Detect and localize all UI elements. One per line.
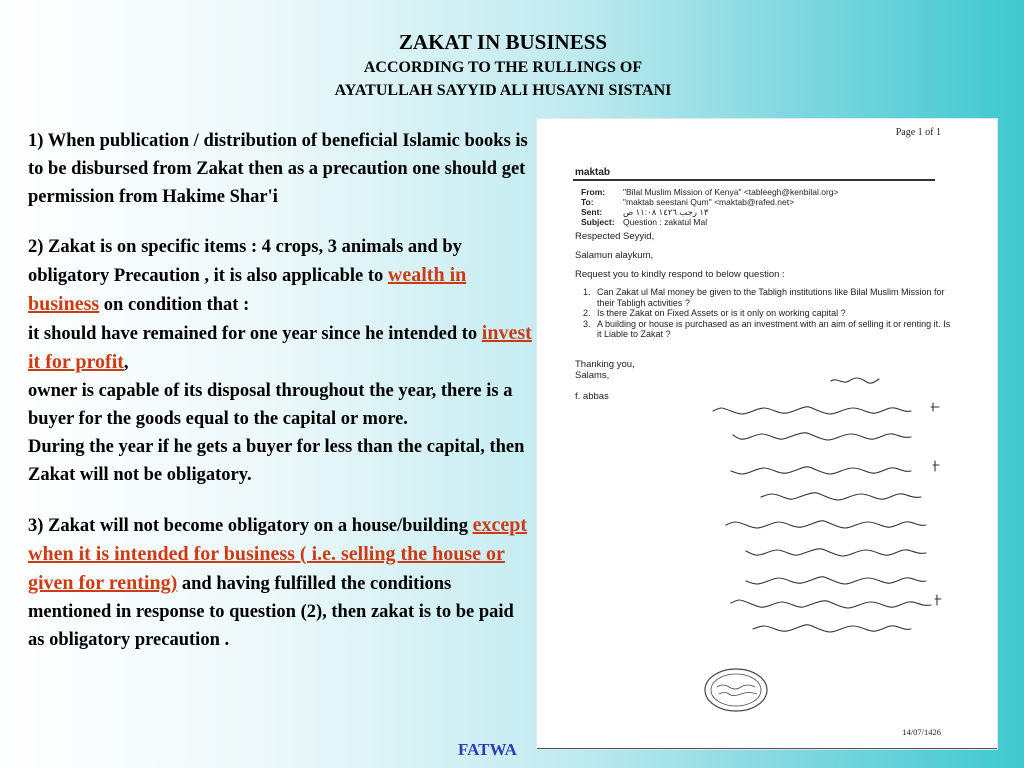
highlight-wealth-in-business: wealth in business <box>28 264 467 315</box>
paragraph-3-rest: and having fulfilled the conditions mentioned in response to question (2), then zakat is to be paid as obligatory precaution . <box>28 574 514 650</box>
highlight-invest-for-profit: invest it for profit <box>28 322 532 373</box>
greeting: Respected Seyyid, <box>575 231 655 242</box>
paragraph-2-buyer: During the year if he gets a buyer for less than the capital, then Zakat will not be obligatory. <box>28 437 525 485</box>
subject-label: Subject: <box>581 217 615 227</box>
email-heading: maktab <box>575 167 611 178</box>
email-header <box>581 187 853 227</box>
paragraph-3 <box>28 511 534 654</box>
paragraph-1-text: 1) When publication / distribution of beneficial Islamic books is to be disbursed from Zakat then as a precaution one should get permission from Hakime Shar'i <box>28 131 528 207</box>
salams: Salams, <box>575 370 610 381</box>
to-label: To: <box>581 197 594 207</box>
to-value: "maktab seestani Qum" <maktab@rafed.net> <box>623 197 795 207</box>
highlight-except-business: except when it is intended for business ( i.e. selling the house or given for renting) <box>28 514 527 594</box>
footer-label: FATWA <box>458 740 517 759</box>
question-text: A building or house is purchased as an investment with an aim of selling it or renting it. Is it Liable to Zakat ? <box>597 318 951 339</box>
question-number: 2. <box>583 308 591 318</box>
sent-value: ١٣ رجب ١٤٢٦ ١١:٠٨ ص <box>623 207 709 217</box>
paragraph-2-owner: owner is capable of its disposal throughout the year, there is a buyer for the goods equal to the capital or more. <box>28 381 513 429</box>
body-text <box>28 127 534 676</box>
header-rule <box>573 179 935 181</box>
page-number: Page 1 of 1 <box>895 127 941 138</box>
request: Request you to kindly respond to below question : <box>575 269 785 280</box>
question-number: 3. <box>583 318 591 329</box>
scanned-email-document <box>537 119 997 749</box>
page-subtitle-1: ACCORDING TO THE RULLINGS OF <box>363 59 643 76</box>
subject-value: Question : zakatul Mal <box>623 217 708 227</box>
paragraph-2-comma: , <box>123 353 129 373</box>
paragraph-1 <box>28 127 534 211</box>
handwritten-arabic-answer <box>581 367 951 647</box>
sent-label: Sent: <box>581 207 603 217</box>
document-bottom-rule <box>537 748 997 749</box>
list-item <box>583 287 951 308</box>
thanks: Thanking you, <box>575 359 635 370</box>
salam: Salamun alaykum, <box>575 250 654 261</box>
from-value: "Bilal Muslim Mission of Kenya" <tableegh@kenbilal.org> <box>623 187 839 197</box>
question-list <box>583 287 951 340</box>
page-subtitle-2: AYATULLAH SAYYID ALI HUSAYNI SISTANI <box>334 82 672 99</box>
paragraph-2 <box>28 233 534 489</box>
official-seal <box>703 667 769 713</box>
document-date: 14/07/1426 <box>902 727 941 737</box>
list-item <box>583 319 951 340</box>
page-title: ZAKAT IN BUSINESS <box>398 30 608 54</box>
paragraph-2-year: it should have remained for one year since he intended to <box>28 324 482 344</box>
signature: f. abbas <box>575 391 609 402</box>
question-text: Can Zakat ul Mal money be given to the Tabligh institutions like Bilal Muslim Mission for their Tabligh activities ? <box>597 287 945 308</box>
question-number: 1. <box>583 287 591 297</box>
paragraph-2-intro: 2) Zakat is on specific items : 4 crops, 3 animals and by obligatory Precaution , it is also applicable to <box>28 237 462 286</box>
from-label: From: <box>581 187 606 197</box>
question-text: Is there Zakat on Fixed Assets or is it only on working capital ? <box>597 308 846 318</box>
paragraph-3-intro: 3) Zakat will not become obligatory on a house/building <box>28 516 473 536</box>
list-item <box>583 308 951 319</box>
paragraph-2-condition: on condition that : <box>99 295 250 315</box>
